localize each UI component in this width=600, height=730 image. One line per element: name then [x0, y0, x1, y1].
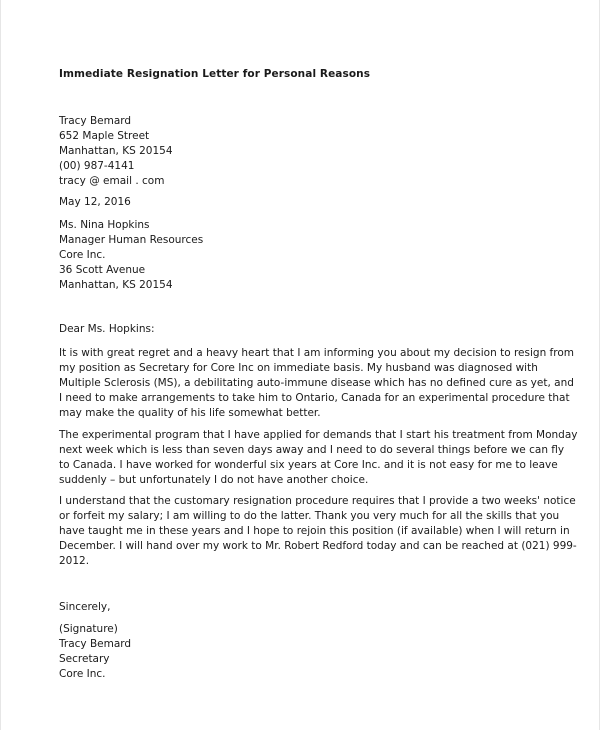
paragraph-line: I understand that the customary resignation procedure requires that I provide a two weeks' notice [59, 495, 576, 507]
recipient-city: Manhattan, KS 20154 [59, 279, 173, 291]
recipient-address [59, 218, 203, 293]
body-paragraph-1 [59, 346, 574, 421]
signature-placeholder: (Signature) [59, 623, 118, 635]
sender-street: 652 Maple Street [59, 130, 150, 142]
salutation: Dear Ms. Hopkins: [59, 323, 155, 335]
sender-email: tracy @ email . com [59, 175, 165, 187]
sender-city: Manhattan, KS 20154 [59, 145, 173, 157]
letter-date: May 12, 2016 [59, 196, 131, 208]
paragraph-line: my position as Secretary for Core Inc on immediate basis. My husband was diagnosed with [59, 362, 538, 374]
signature-position: Secretary [59, 653, 110, 665]
paragraph-line: The experimental program that I have applied for demands that I start his treatment from Monday [59, 429, 578, 441]
paragraph-line: Multiple Sclerosis (MS), a debilitating auto-immune disease which has no defined cure as yet, and [59, 377, 574, 389]
paragraph-line: to Canada. I have worked for wonderful six years at Core Inc. and it is not easy for me to leave [59, 459, 558, 471]
document-title: Immediate Resignation Letter for Personal Reasons [59, 68, 371, 80]
signature-company: Core Inc. [59, 668, 106, 680]
recipient-name: Ms. Nina Hopkins [59, 219, 150, 231]
signature-block [59, 622, 131, 682]
signature-name: Tracy Bemard [59, 638, 132, 650]
closing: Sincerely, [59, 601, 111, 613]
sender-name: Tracy Bemard [59, 115, 132, 127]
paragraph-line: suddenly – but unfortunately I do not have another choice. [59, 474, 369, 486]
paragraph-line: may make the quality of his life somewhat better. [59, 407, 321, 419]
paragraph-line: 2012. [59, 555, 90, 567]
sender-address [59, 114, 173, 189]
body-paragraph-3 [59, 494, 577, 569]
paragraph-line: or forfeit my salary; I am willing to do the latter. Thank you very much for all the skills that you [59, 510, 560, 522]
body-paragraph-2 [59, 428, 578, 488]
recipient-title: Manager Human Resources [59, 234, 204, 246]
paragraph-line: I need to make arrangements to take him to Ontario, Canada for an experimental procedure that [59, 392, 570, 404]
paragraph-line: next week which is less than seven days away and I need to do several things before we can fly [59, 444, 565, 456]
recipient-company: Core Inc. [59, 249, 106, 261]
sender-phone: (00) 987-4141 [59, 160, 135, 172]
paragraph-line: It is with great regret and a heavy heart that I am informing you about my decision to resign from [59, 347, 574, 359]
paragraph-line: have taught me in these years and I hope to rejoin this position (if available) when I will return in [59, 525, 570, 537]
recipient-street: 36 Scott Avenue [59, 264, 146, 276]
paragraph-line: December. I will hand over my work to Mr. Robert Redford today and can be reached at (021) 999- [59, 540, 577, 552]
